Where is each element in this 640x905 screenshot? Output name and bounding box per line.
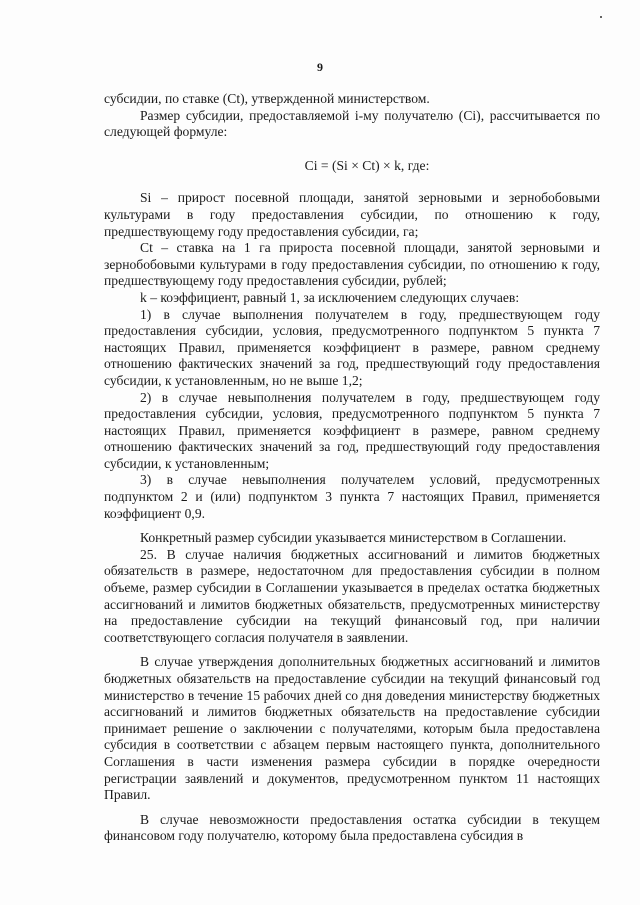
paragraph-remaining-subsidy: В случае невозможности предоставления остатка субсидии в текущем финансовом году получателю, которому была предоставлена субсидия в	[104, 811, 600, 844]
scan-speck	[600, 16, 602, 18]
paragraph-ct-definition: Ct – ставка на 1 га прироста посевной площади, занятой зерновыми и зернобобовыми культурами в году предоставления субсидии, по отношению к году, предшествующему году предоставления субсидии, рублей;	[104, 240, 600, 289]
page-number: 9	[317, 60, 323, 74]
paragraph-2: Размер субсидии, предоставляемой i-му получателю (Ci), рассчитывается по следующей формуле:	[104, 107, 600, 140]
paragraph-additional-allocations: В случае утверждения дополнительных бюджетных ассигнований и лимитов бюджетных обязательств на предоставление субсидии на текущий финансовый год министерство в течение 15 рабочих дней со дня доведения министерству бюджетных ассигнований и лимитов бюджетных обязательств на предоставление субсидии принимает решение о заключении с получателями, которым была предоставлена субсидия в соответствии с абзацем первым настоящего пункта, дополнительного Соглашения в части изменения размера субсидии в порядке очередности регистрации заявлений и документов, предусмотренном пунктом 11 настоящих Правил.	[104, 654, 600, 803]
paragraph-1: субсидии, по ставке (Ct), утвержденной министерством.	[104, 91, 430, 106]
paragraph-k-definition: k – коэффициент, равный 1, за исключением следующих случаев:	[140, 289, 520, 305]
paragraph-case-1: 1) в случае выполнения получателем в году, предшествующем году предоставления субсидии, условия, предусмотренного подпунктом 5 пункта 7 настоящих Правил, применяется коэффициент в размере, равном среднему отношению фактических значений за год, предшествующий году предоставления субсидии, к установленным, но не выше 1,2;	[104, 306, 600, 388]
paragraph-case-3: 3) в случае невыполнения получателем условий, предусмотренных подпунктом 2 и (или) подпунктом 3 пункта 7 настоящих Правил, применяется коэффициент 0,9.	[104, 472, 600, 521]
paragraph-specific-amount: Конкретный размер субсидии указывается министерством в Соглашении.	[140, 530, 567, 546]
paragraph-case-2: 2) в случае невыполнения получателем в году, предшествующем году предоставления субсидии, условия, предусмотренного подпунктом 5 пункта 7 настоящих Правил, применяется коэффициент в размере, равном среднему отношению фактических значений за год, предшествующий году предоставления субсидии, к установленным;	[104, 389, 600, 471]
document-body	[104, 91, 600, 845]
paragraph-item-25: 25. В случае наличия бюджетных ассигнований и лимитов бюджетных обязательств в размере, недостаточном для предоставления субсидии в полном объеме, размер субсидии в Соглашении указывается в пределах остатка бюджетных ассигнований и лимитов бюджетных обязательств, предусмотренных министерству на предоставление субсидии на текущий финансовый год, при наличии соответствующего согласия получателя в заявлении.	[104, 546, 600, 645]
paragraph-si-definition: Si – прирост посевной площади, занятой зерновыми и зернобобовыми культурами в году предоставления субсидии, по отношению к году, предшествующему году предоставления субсидии, га;	[104, 190, 600, 239]
formula: Ci = (Si × Ct) × k, где:	[304, 157, 430, 173]
